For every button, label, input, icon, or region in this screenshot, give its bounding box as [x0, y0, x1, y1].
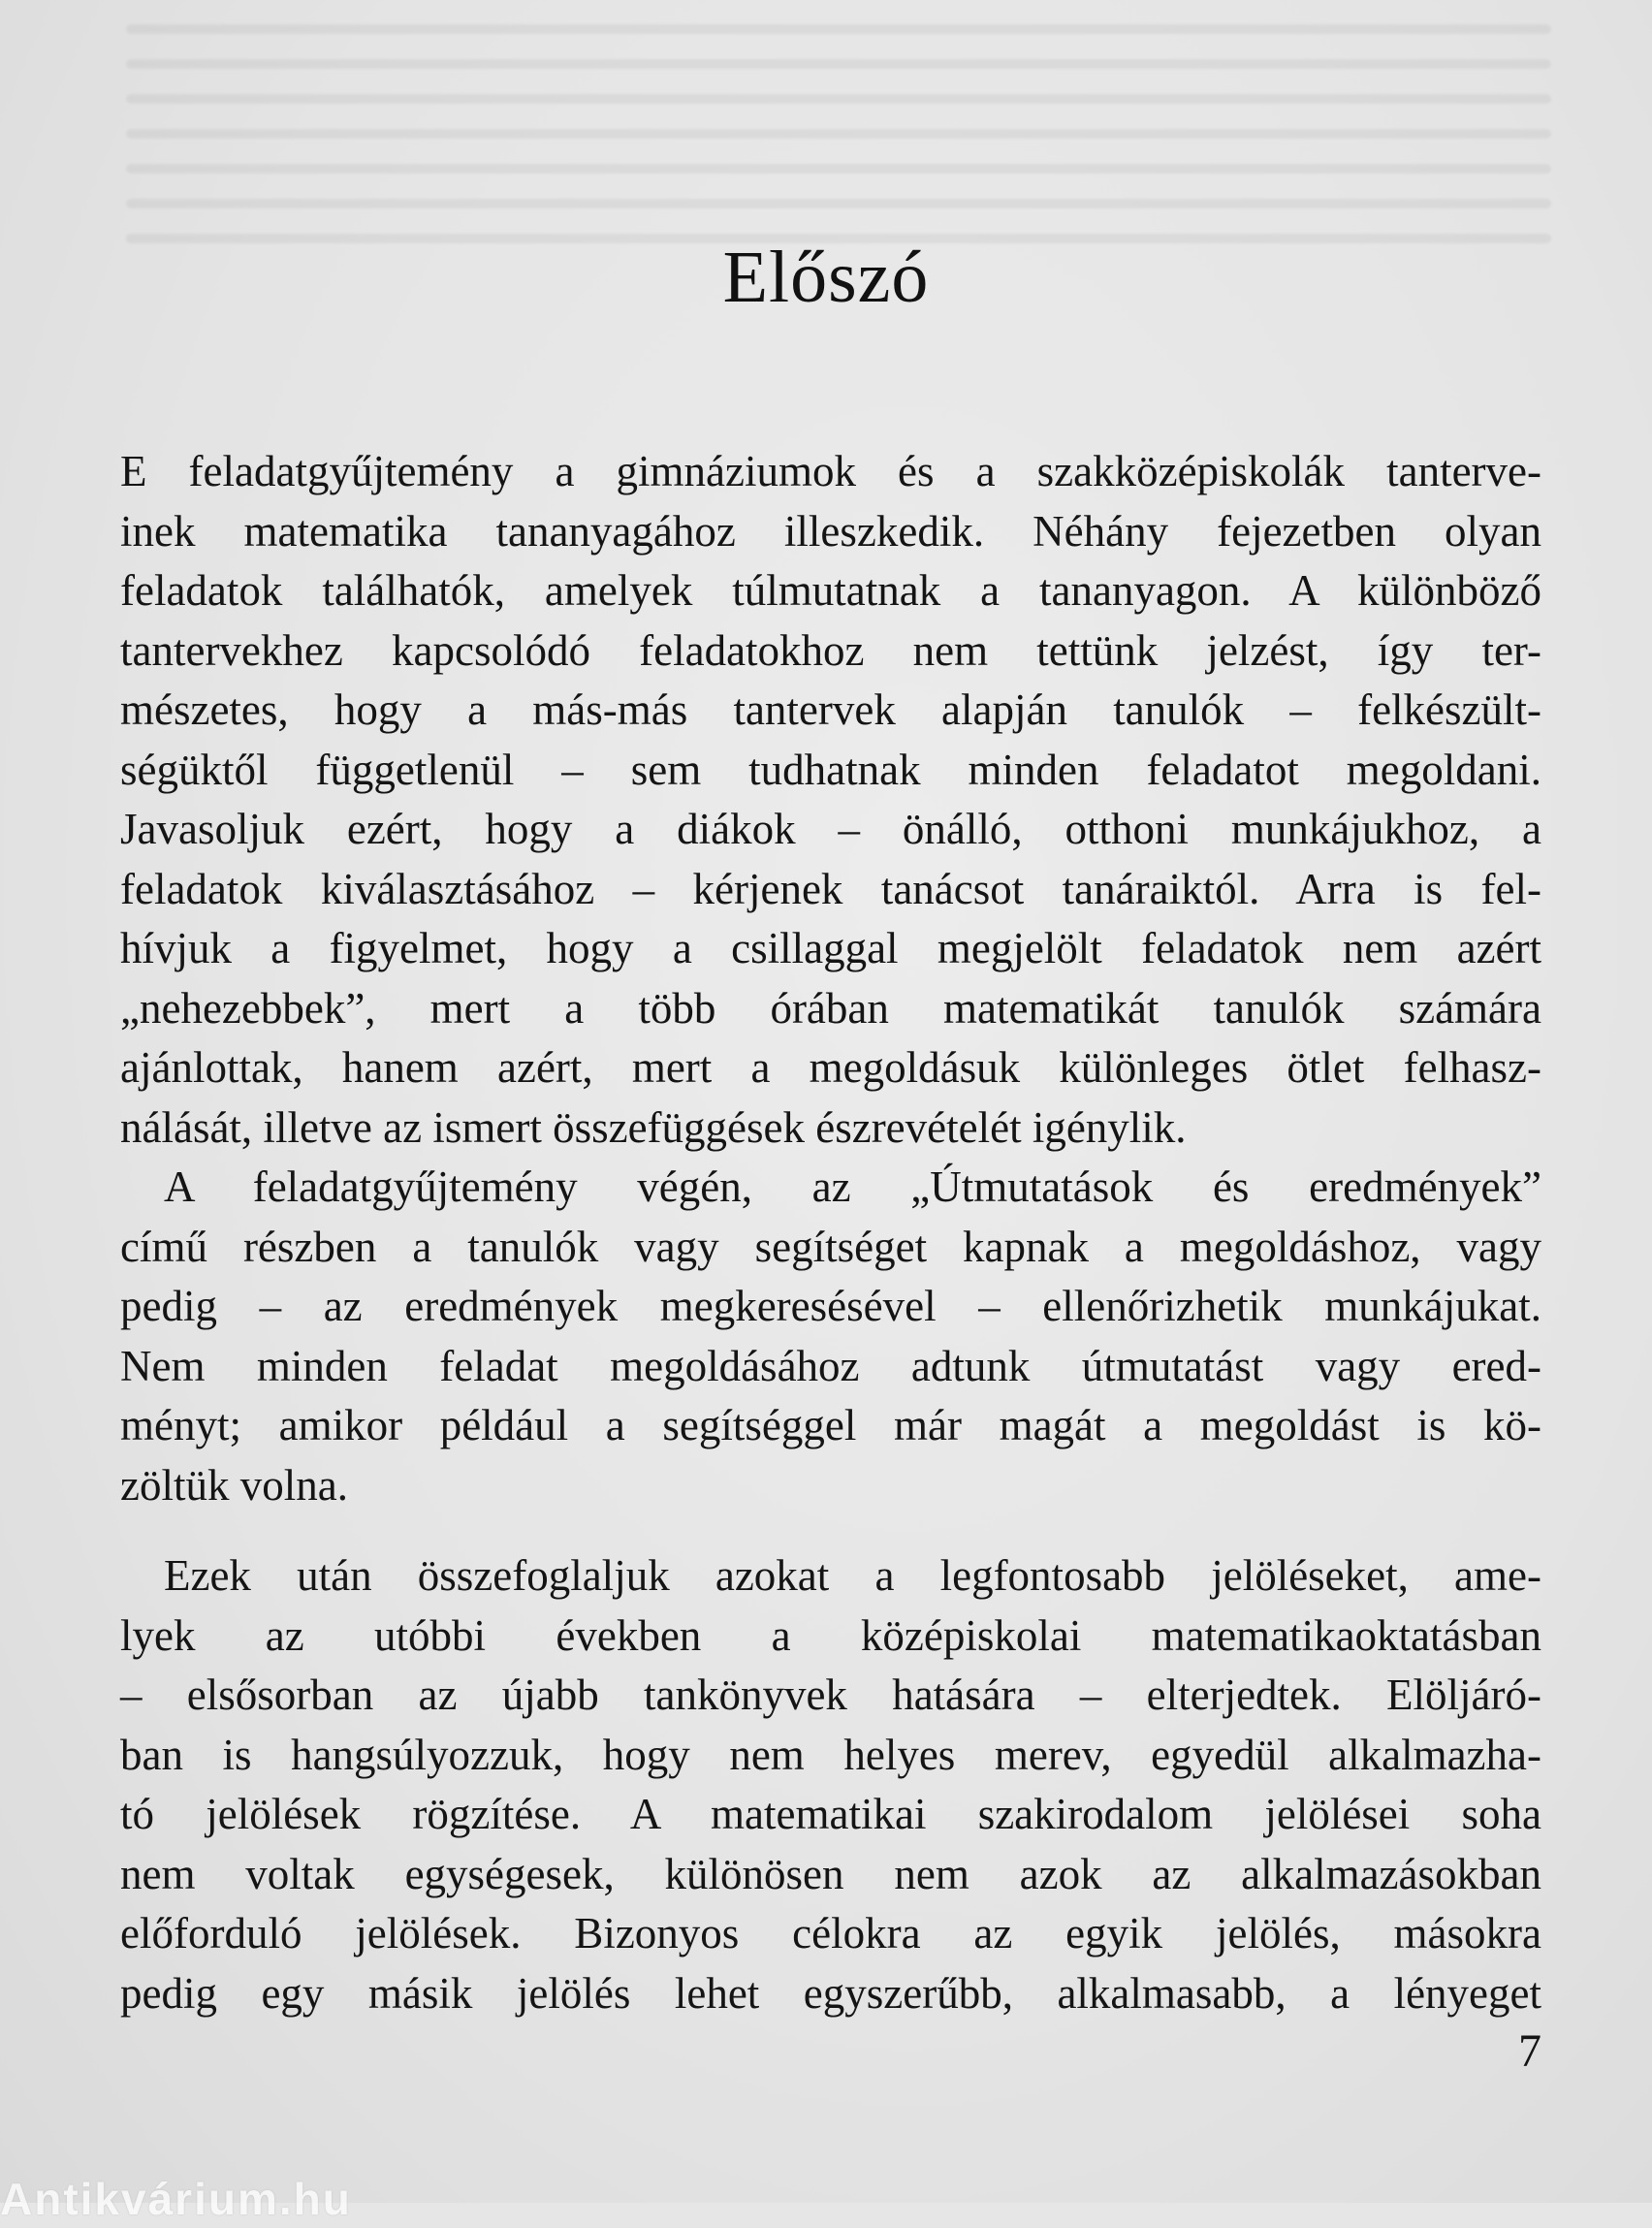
- page-title: Előszó: [722, 237, 930, 318]
- text-line: Nem minden feladat megoldásához adtunk útmutatást vagy ered-: [120, 1341, 1541, 1390]
- text-line: – elsősorban az újabb tankönyvek hatására – elterjedtek. Elöljáró-: [120, 1671, 1541, 1719]
- text-line: ményt; amikor például a segítséggel már magát a megoldást is kö-: [120, 1401, 1541, 1449]
- text-line: feladatok kiválasztásához – kérjenek tanácsot tanáraiktól. Arra is fel-: [120, 864, 1541, 913]
- paragraph-2: [120, 1158, 1541, 1515]
- text-line: tantervekhez kapcsolódó feladatokhoz nem tettünk jelzést, így ter-: [120, 625, 1541, 675]
- paragraph-3: [120, 1546, 1541, 2023]
- text-line: feladatok találhatók, amelyek túlmutatnak a tananyagon. A különböző: [120, 566, 1541, 615]
- text-line: ségüktől függetlenül – sem tudhatnak minden feladatot megoldani.: [120, 745, 1541, 794]
- show-through-text: [126, 0, 1551, 427]
- text-line: zöltük volna.: [120, 1460, 348, 1510]
- paragraph-gap: [120, 1515, 1541, 1546]
- text-line: Ezek után összefoglaljuk azokat a legfontosabb jelöléseket, ame-: [164, 1551, 1541, 1600]
- text-line: tó jelölések rögzítése. A matematikai szakirodalom jelölései soha: [120, 1790, 1541, 1838]
- text-line: hívjuk a figyelmet, hogy a csillaggal megjelölt feladatok nem azért: [120, 924, 1541, 972]
- text-line: című részben a tanulók vagy segítséget kapnak a megoldáshoz, vagy: [120, 1222, 1541, 1271]
- text-line: lyek az utóbbi években a középiskolai matematikaoktatásban: [120, 1610, 1541, 1660]
- text-line: nem voltak egységesek, különösen nem azok az alkalmazásokban: [120, 1849, 1541, 1898]
- text-line: Javasoljuk ezért, hogy a diákok – önálló, otthoni munkájukhoz, a: [120, 805, 1541, 853]
- text-line: nálását, illetve az ismert összefüggések észrevételét igénylik.: [120, 1102, 1187, 1152]
- text-line: „nehezebbek”, mert a több órában matematikát tanulók számára: [120, 983, 1541, 1033]
- watermark: Antikvárium.hu: [0, 2174, 352, 2224]
- paragraph-1: [120, 442, 1541, 1158]
- text-line: E feladatgyűjtemény a gimnáziumok és a szakközépiskolák tanterve-: [120, 447, 1541, 495]
- text-line: inek matematika tananyagához illeszkedik. Néhány fejezetben olyan: [120, 506, 1541, 556]
- text-line: pedig – az eredmények megkeresésével – ellenőrizhetik munkájukat.: [120, 1282, 1541, 1330]
- text-line: A feladatgyűjtemény végén, az „Útmutatások és eredmények”: [164, 1162, 1541, 1211]
- page-number: 7: [1518, 2025, 1541, 2077]
- text-line: ajánlottak, hanem azért, mert a megoldásuk különleges ötlet felhasz-: [120, 1043, 1541, 1092]
- body-text: [120, 442, 1541, 2023]
- text-line: előforduló jelölések. Bizonyos célokra az egyik jelölés, másokra: [120, 1909, 1541, 1957]
- text-line: mészetes, hogy a más-más tantervek alapján tanulók – felkészült-: [120, 685, 1541, 734]
- text-line: ban is hangsúlyozzuk, hogy nem helyes merev, egyedül alkalmazha-: [120, 1730, 1541, 1779]
- text-line: pedig egy másik jelölés lehet egyszerűbb, alkalmasabb, a lényeget: [120, 1968, 1541, 2018]
